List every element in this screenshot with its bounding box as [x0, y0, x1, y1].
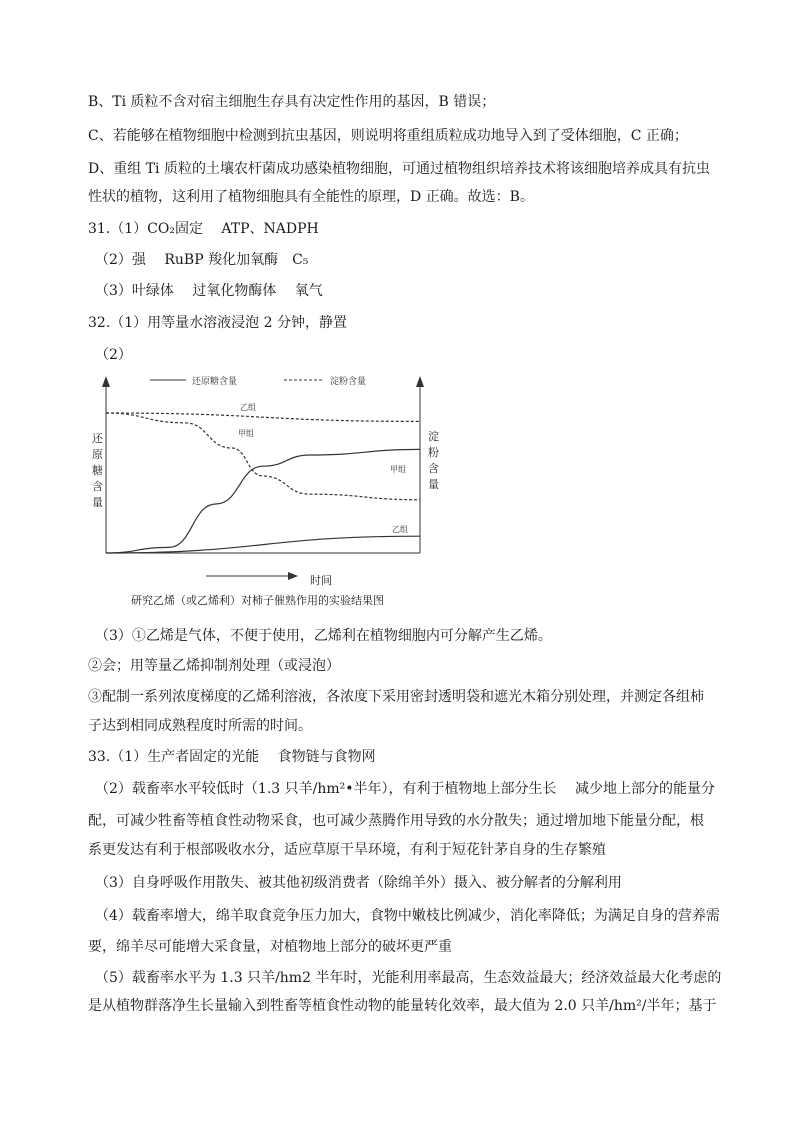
time-arrow-head — [288, 572, 298, 580]
experiment-chart — [88, 368, 468, 618]
answer-33-4: 系更发达有利于根部吸收水分，适应草原干旱环境，有利于短花针茅自身的生存繁殖 — [88, 842, 606, 858]
ylabel-right-char: 量 — [428, 478, 439, 491]
answer-32-3: （3）①乙烯是气体，不便于使用，乙烯利在植物细胞内可分解产生乙烯。 — [95, 628, 552, 644]
answer-33-6: （4）载畜率增大，绵羊取食竞争压力加大，食物中嫩枝比例减少，消化率降低；为满足自身的营养需 — [95, 908, 720, 924]
answer-32-2: （2） — [95, 347, 132, 363]
sugar-line-yi — [106, 536, 420, 553]
answer-33-8: （5）载畜率水平为 1.3 只羊/hm2 半年时，光能利用率最高，生态效益最大；经济效益最大化考虑的 — [95, 970, 722, 986]
legend-label-starch: 淀粉含量 — [330, 377, 367, 387]
legend-label-sugar: 还原糖含量 — [192, 377, 238, 387]
x-axis-label: 时间 — [310, 574, 332, 587]
answer-32-1: 32.（1）用等量水溶液浸泡 2 分钟，静置 — [88, 315, 347, 331]
answer-33-9: 是从植物群落净生长量输入到牲畜等植食性动物的能量转化效率，最大值为 2.0 只羊/hm²/半年；基于 — [88, 998, 717, 1014]
answer-33-1: 33.（1）生产者固定的光能 食物链与食物网 — [88, 749, 376, 765]
label-jia-starch: 甲组 — [238, 429, 254, 438]
text-line-d1: D、重组 Ti 质粒的土壤农杆菌成功感染植物细胞，可通过植物组织培养技术将该细胞培养成具有抗虫 — [88, 161, 710, 177]
ylabel-left-char: 糖 — [92, 464, 103, 477]
starch-line-jia — [106, 413, 420, 500]
answer-31-1: 31.（1）CO₂固定 ATP、NADPH — [88, 221, 319, 237]
answer-32-5: ③配制一系列浓度梯度的乙烯利溶液，各浓度下采用密封透明袋和遮光木箱分别处理，并测定各组柿 — [88, 689, 704, 705]
ylabel-right-char: 含 — [428, 462, 439, 475]
text-line-b: B、Ti 质粒不含对宿主细胞生存具有决定性作用的基因，B 错误； — [88, 94, 496, 110]
answer-33-2: （2）载畜率水平较低时（1.3 只羊/hm²•半年），有利于植物地上部分生长 减少地上部分的能量分 — [95, 781, 715, 797]
answer-32-4: ②会；用等量乙烯抑制剂处理（或浸泡） — [88, 658, 340, 674]
ylabel-left-char: 还 — [92, 432, 103, 445]
label-yi-sugar: 乙组 — [392, 525, 408, 534]
ylabel-left-char: 量 — [92, 496, 103, 509]
ylabel-right-char: 淀 — [428, 430, 439, 443]
text-line-d2: 性状的植物，这利用了植物细胞具有全能性的原理，D 正确。故选：B。 — [88, 189, 534, 205]
label-yi-starch: 乙组 — [240, 403, 256, 412]
answer-33-3: 配，可减少牲畜等植食性动物采食，也可减少蒸腾作用导致的水分散失；通过增加地下能量分配，根 — [88, 813, 704, 829]
answer-33-5: （3）自身呼吸作用散失、被其他初级消费者（除绵羊外）摄入、被分解者的分解利用 — [95, 875, 622, 891]
answer-32-6: 子达到相同成熟程度时所需的时间。 — [88, 718, 312, 734]
sugar-line-jia — [106, 449, 420, 553]
y-axis-right-arrow — [416, 376, 424, 387]
text-line-c: C、若能够在植物细胞中检测到抗虫基因，则说明将重组质粒成功地导入到了受体细胞，C 正确； — [88, 128, 688, 144]
answer-31-2: （2）强 RuBP 羧化加氧酶 C₅ — [95, 252, 309, 268]
answer-31-3: （3）叶绿体 过氧化物酶体 氧气 — [95, 283, 323, 299]
ylabel-left-char: 含 — [92, 480, 103, 493]
chart-caption: 研究乙烯（或乙烯利）对柿子催熟作用的实验结果图 — [131, 594, 384, 607]
y-axis-left-arrow — [102, 376, 110, 387]
ylabel-right-char: 粉 — [428, 446, 439, 459]
ylabel-left-char: 原 — [92, 448, 103, 461]
label-jia-sugar: 甲组 — [390, 465, 406, 474]
answer-33-7: 要，绵羊尽可能增大采食量，对植物地上部分的破坏更严重 — [88, 939, 452, 955]
